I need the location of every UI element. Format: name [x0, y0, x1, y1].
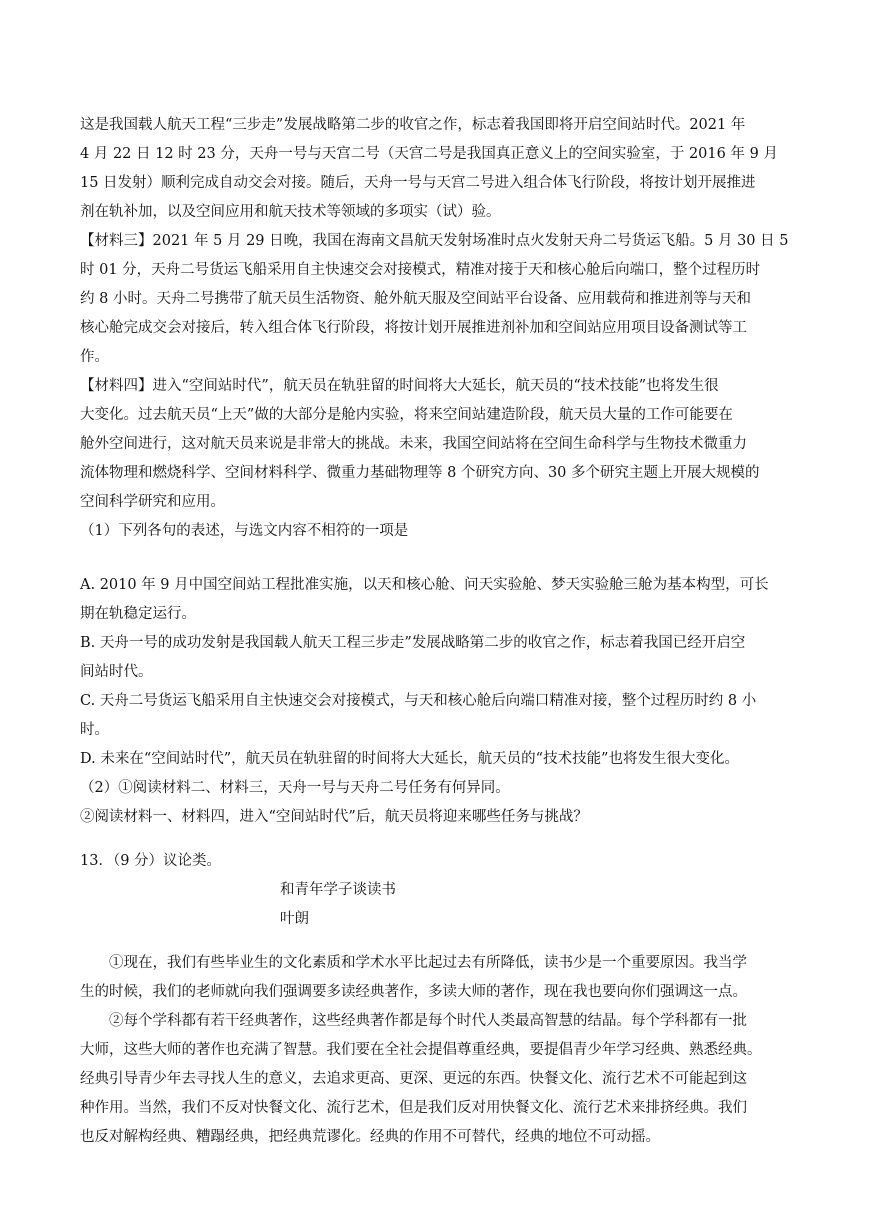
- paragraph-2-line: 也反对解构经典、糟蹋经典，把经典荒谬化。经典的作用不可替代，经典的地位不可动摇。: [80, 1129, 660, 1145]
- question-1: （1）下列各句的表述，与选文内容不相符的一项是: [80, 523, 409, 539]
- article-title: 和青年学子谈读书: [280, 882, 396, 898]
- option-c: C. 天舟二号货运飞船采用自主快速交会对接模式，与天和核心舱后向端口精准对接，整个过程历时约 8 小: [80, 693, 757, 709]
- text-line: 剂在轨补加，以及空间应用和航天技术等领域的多项实（试）验。: [80, 204, 501, 220]
- article-author: 叶朗: [280, 911, 309, 927]
- question-13-heading: 13．（9 分）议论类。: [80, 853, 222, 869]
- paragraph-1-line: 生的时候，我们的老师就向我们强调要多读经典著作，多读大师的著作，现在我也要向你们强调这一点。: [80, 984, 747, 1000]
- option-b: B. 天舟一号的成功发射是我国载人航天工程三步走”发展战略第二步的收官之作，标志着我国已经开启空: [80, 635, 746, 651]
- option-c-cont: 时。: [80, 722, 109, 738]
- text-line: 舱外空间进行，这对航天员来说是非常大的挑战。未来，我国空间站将在空间生命科学与生物技术微重力: [80, 436, 747, 452]
- material-four-heading-line: 【材料四】进入“空间站时代”，航天员在轨驻留的时间将大大延长，航天员的“技术技能”也将发生很: [80, 378, 719, 394]
- option-a-cont: 期在轨稳定运行。: [80, 606, 196, 622]
- question-2-part-2: ②阅读材料一、材料四，进入“空间站时代”后，航天员将迎来哪些任务与挑战？: [80, 809, 588, 825]
- text-line: 15 日发射）顺利完成自动交会对接。随后，天舟一号与天宫二号进入组合体飞行阶段，将按计划开展推进: [80, 175, 756, 191]
- paragraph-1-line: ①现在，我们有些毕业生的文化素质和学术水平比起过去有所降低，读书少是一个重要原因。我当学: [80, 955, 747, 971]
- text-line: 时 01 分，天舟二号货运飞船采用自主快速交会对接模式，精准对接于天和核心舱后向端口，整个过程历时: [80, 262, 761, 278]
- paragraph-2-line: ②每个学科都有若干经典著作，这些经典著作都是每个时代人类最高智慧的结晶。每个学科都有一批: [80, 1013, 747, 1029]
- paragraph-2-line: 种作用。当然，我们不反对快餐文化、流行艺术，但是我们反对用快餐文化、流行艺术来排挤经典。我们: [80, 1100, 747, 1116]
- question-2-part-1: （2）①阅读材料二、材料三，天舟一号与天舟二号任务有何异同。: [80, 780, 510, 796]
- text-line: 约 8 小时。天舟二号携带了航天员生活物资、舱外航天服及空间站平台设备、应用载荷和推进剂等与天和: [80, 291, 751, 307]
- text-line: 这是我国载人航天工程“三步走”发展战略第二步的收官之作，标志着我国即将开启空间站时代。2021 年: [80, 117, 746, 133]
- material-three-heading-line: 【材料三】2021 年 5 月 29 日晚，我国在海南文昌航天发射场准时点火发射天舟二号货运飞船。5 月 30 日 5: [80, 233, 789, 249]
- option-a: A. 2010 年 9 月中国空间站工程批准实施，以天和核心舱、问天实验舱、梦天实验舱三舱为基本构型，可长: [80, 577, 769, 593]
- text-line: 作。: [80, 349, 109, 365]
- text-line: 核心舱完成交会对接后，转入组合体飞行阶段，将按计划开展推进剂补加和空间站应用项目设备测试等工: [80, 320, 747, 336]
- text-line: 空间科学研究和应用。: [80, 494, 225, 510]
- option-b-cont: 间站时代。: [80, 664, 153, 680]
- text-line: 大变化。过去航天员“上天”做的大部分是舱内实验，将来空间站建造阶段，航天员大量的工作可能要在: [80, 407, 733, 423]
- text-line: 流体物理和燃烧科学、空间材料科学、微重力基础物理等 8 个研究方向、30 多个研究主题上开展大规模的: [80, 465, 760, 481]
- paragraph-2-line: 经典引导青少年去寻找人生的意义，去追求更高、更深、更远的东西。快餐文化、流行艺术不可能起到这: [80, 1071, 747, 1087]
- paragraph-2-line: 大师，这些大师的著作也充满了智慧。我们要在全社会提倡尊重经典，要提倡青少年学习经典、熟悉经典。: [80, 1042, 762, 1058]
- option-d: D. 未来在“空间站时代”，航天员在轨驻留的时间将大大延长，航天员的“技术技能”也将发生很大变化。: [80, 751, 739, 767]
- text-line: 4 月 22 日 12 时 23 分，天舟一号与天宫二号（天宫二号是我国真正意义上的空间实验室，于 2016 年 9 月: [80, 146, 778, 162]
